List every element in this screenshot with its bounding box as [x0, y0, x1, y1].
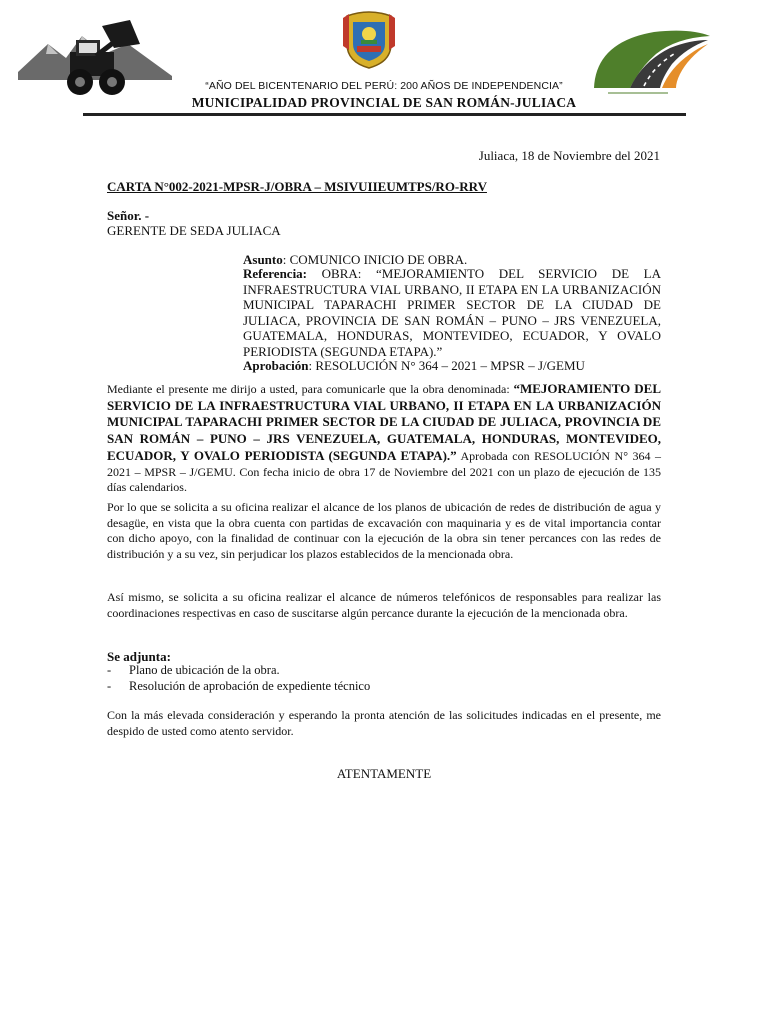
header-motto: “AÑO DEL BICENTENARIO DEL PERÚ: 200 AÑOS DE INDEPENDENCIA”: [205, 80, 563, 92]
asunto-text: : COMUNICO INICIO DE OBRA.: [282, 252, 468, 267]
aprobacion-line: [243, 358, 661, 374]
paragraph-intro: [107, 381, 661, 496]
list-dash: -: [107, 663, 112, 677]
intro-text: Mediante el presente me dirijo a usted, para comunicarle que la obra denominada:: [107, 382, 514, 396]
list-item-text: Resolución de aprobación de expediente técnico: [129, 678, 371, 693]
asunto-label: Asunto: [243, 252, 283, 267]
adjunta-list: [107, 663, 370, 694]
paragraph-request-phones: Así mismo, se solicita a su oficina realizar el alcance de números telefónicos de responsables para realizar las coordinaciones respectivas en caso de suscitarse algún percance durante la ejecución de la mencionada obra.: [107, 590, 661, 620]
referencia-text: OBRA: “MEJORAMIENTO DEL SERVICIO DE LA INFRAESTRUCTURA VIAL URBANO, II ETAPA EN LA URBANIZACIÓN MUNICIPAL TAPARACHI PRIMER SECTOR DE LA CIUDAD DE JULIACA, PROVINCIA DE SAN ROMÁN – PUNO – JRS VENEZUELA, GUATEMALA, HONDURAS, MONTEVIDEO, ECUADOR, Y OVALO PERIODISTA (SEGUNDA ETAPA).”: [243, 266, 661, 359]
referencia-label: Referencia:: [243, 266, 308, 281]
adjunta-label: Se adjunta:: [107, 649, 171, 664]
letter-date: Juliaca, 18 de Noviembre del 2021: [478, 148, 660, 163]
carta-number: CARTA N°002-2021-MPSR-J/OBRA – MSIVUIIEUMTPS/RO-RRV: [107, 179, 487, 194]
header-divider: [83, 113, 686, 116]
list-item-text: Plano de ubicación de la obra.: [129, 663, 280, 677]
list-item: [107, 663, 370, 679]
municipal-coat-of-arms-icon: [343, 10, 395, 70]
paragraph-closing: Con la más elevada consideración y esperando la pronta atención de las solicitudes indicadas en el presente, me despido de usted como atento servidor.: [107, 708, 661, 738]
intro-rest: Aprobada con RESOLUCIÓN N° 364 – 2021 – MPSR – J/GEMU. Con fecha inicio de obra 17 de Noviembre del 2021 con un plazo de ejecución de 135 días calendarios.: [107, 448, 661, 495]
list-dash: -: [107, 678, 112, 693]
closing-atentamente: ATENTAMENTE: [336, 766, 432, 781]
list-item: [107, 679, 370, 695]
referencia-block: [243, 266, 661, 360]
municipality-name: MUNICIPALIDAD PROVINCIAL DE SAN ROMÁN-JULIACA: [191, 95, 577, 110]
aprobacion-label: Aprobación: [243, 358, 309, 373]
salutation: Señor. -: [107, 208, 150, 223]
paragraph-request-plans: Por lo que se solicita a su oficina realizar el alcance de los planos de ubicación de redes de distribución de agua y desagüe, en vista que la obra cuenta con partidas de excavación con maquinaria y es de vital importancia contar con dicho apoyo, con la finalidad de continuar con la ejecución de la obra sin tener percances con las redes de distribución y a su vez, sin perjudicar los plazos establecidos de la mencionada obra.: [107, 500, 661, 562]
project-name: “MEJORAMIENTO DEL SERVICIO DE LA INFRAESTRUCTURA VIAL URBANO, II ETAPA EN LA URBANIZACIÓN MUNICIPAL TAPARACHI PRIMER SECTOR DE LA CIUDAD DE JULIACA, PROVINCIA DE SAN ROMÁN – PUNO – JRS VENEZUELA, GUATEMALA, HONDURAS, MONTEVIDEO, ECUADOR, Y OVALO PERIODISTA (SEGUNDA ETAPA).”: [107, 381, 661, 463]
aprobacion-text: : RESOLUCIÓN N° 364 – 2021 – MPSR – J/GEMU: [308, 358, 585, 373]
recipient: GERENTE DE SEDA JULIACA: [107, 223, 281, 238]
